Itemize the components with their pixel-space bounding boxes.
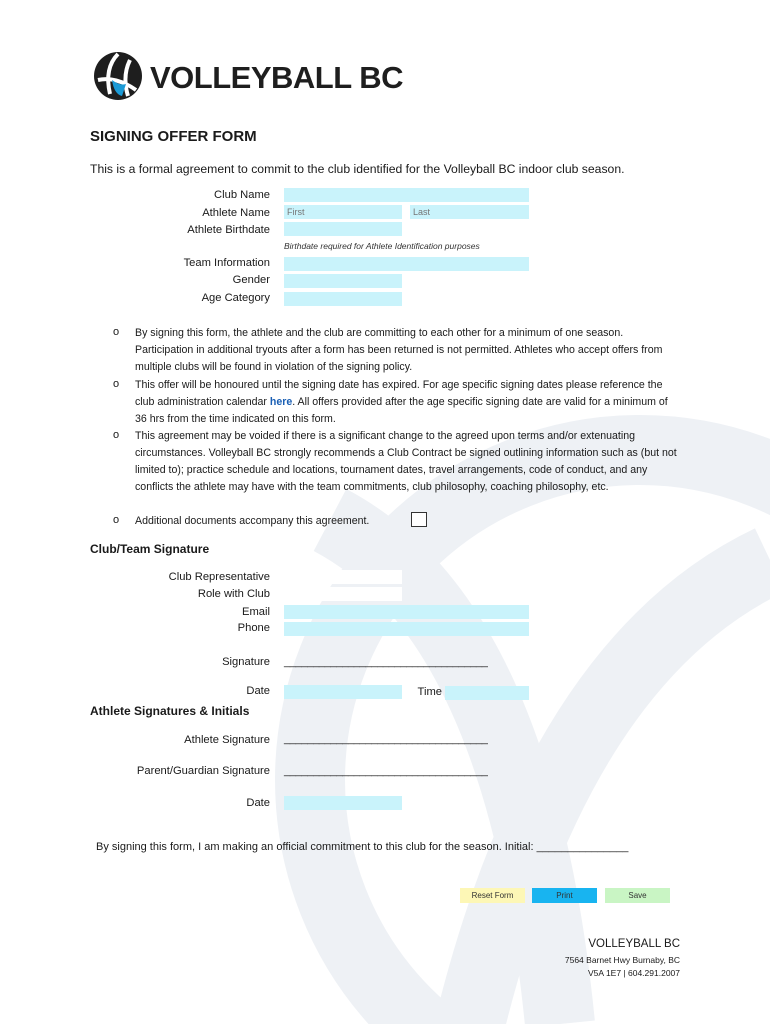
- age-category-input[interactable]: [284, 292, 402, 306]
- athlete-birthdate-input[interactable]: [284, 222, 402, 236]
- club-date-label: Date: [246, 685, 270, 697]
- athlete-date-input[interactable]: [284, 796, 402, 810]
- logo-wordmark: VOLLEYBALL BC: [150, 60, 403, 95]
- athlete-signature-label: Athlete Signature: [184, 734, 270, 746]
- term-item-2-text-end: . All offers provided after the age specific signing date are valid for a minimum of 36 hrs from the time indicated on this form.: [135, 396, 668, 425]
- role-with-club-label: Role with Club: [197, 588, 270, 600]
- team-information-label: Team Information: [183, 257, 270, 269]
- term-item-3: This agreement may be voided if there is a significant change to the agreed upon terms and/or extenuating circumstances. Volleyball BC strongly recommends a Club Contract be signed outlining information such as (but not limited to); practice schedule and locations, tournament dates, travel arrangements, code of conduct, and any conflicts the athlete may have with the team commitments, club philosophy, coaching philosophy, etc.: [135, 430, 677, 493]
- athlete-last-name-input[interactable]: [410, 205, 529, 219]
- bullet-icon: o: [113, 429, 120, 441]
- form-title: SIGNING OFFER FORM: [90, 128, 257, 145]
- parent-signature-line[interactable]: ___________________________________: [284, 765, 488, 777]
- age-category-label: Age Category: [201, 292, 270, 304]
- phone-label: Phone: [237, 622, 270, 634]
- form-intro: This is a formal agreement to commit to the club identified for the Volleyball BC indoor club season.: [90, 162, 625, 176]
- email-input[interactable]: [284, 605, 529, 619]
- athlete-signature-heading: Athlete Signatures & Initials: [90, 704, 250, 718]
- club-signature-heading: Club/Team Signature: [90, 542, 210, 556]
- bullet-icon: o: [113, 326, 120, 338]
- parent-signature-label: Parent/Guardian Signature: [136, 765, 270, 777]
- calendar-link[interactable]: here: [269, 396, 293, 408]
- time-input[interactable]: [445, 686, 529, 700]
- athlete-date-label: Date: [246, 797, 270, 809]
- reset-form-button[interactable]: Reset Form: [460, 888, 525, 903]
- phone-input[interactable]: [284, 622, 529, 636]
- footer-postal-phone: V5A 1E7 | 604.291.2007: [587, 968, 680, 978]
- gender-label: Gender: [232, 274, 270, 286]
- footer-address: 7564 Barnet Hwy Burnaby, BC: [564, 955, 680, 965]
- volleyball-bc-logo: [92, 50, 412, 108]
- footer-org-name: VOLLEYBALL BC: [588, 938, 680, 950]
- club-representative-label: Club Representative: [168, 571, 270, 583]
- club-signature-label: Signature: [222, 656, 270, 668]
- birthdate-note: Birthdate required for Athlete Identification purposes: [284, 241, 480, 251]
- athlete-birthdate-label: Athlete Birthdate: [187, 224, 270, 236]
- email-label: Email: [242, 606, 270, 618]
- commitment-statement: By signing this form, I am making an official commitment to this club for the season. Initial: _______________: [96, 841, 629, 853]
- club-name-label: Club Name: [214, 189, 270, 201]
- additional-documents-checkbox[interactable]: [411, 512, 427, 527]
- time-label: Time: [417, 686, 442, 698]
- volleyball-logo-icon: [92, 50, 144, 102]
- team-information-input[interactable]: [284, 257, 529, 271]
- save-button[interactable]: Save: [605, 888, 670, 903]
- print-button[interactable]: Print: [532, 888, 597, 903]
- club-name-input[interactable]: [284, 188, 529, 202]
- athlete-name-label: Athlete Name: [202, 207, 270, 219]
- gender-input[interactable]: [284, 274, 402, 288]
- term-item-2: [135, 377, 680, 428]
- term-item-4: Additional documents accompany this agreement.: [135, 515, 370, 527]
- club-signature-line[interactable]: ___________________________________: [284, 656, 488, 668]
- bullet-icon: o: [113, 514, 120, 526]
- role-with-club-input[interactable]: [284, 587, 402, 601]
- bullet-icon: o: [113, 378, 120, 390]
- term-item-1: By signing this form, the athlete and the club are committing to each other for a minimum of one season. Participation in additional tryouts after a form has been returned is not permitted. Athletes who accept offers from multiple clubs will be found in violation of the signing policy.: [135, 327, 663, 373]
- club-representative-input[interactable]: [284, 570, 402, 584]
- term-item-2-text: This offer will be honoured until the signing date has expired. For age specific signing dates please reference the club administration calendar: [135, 379, 663, 408]
- athlete-signature-line[interactable]: ___________________________________: [284, 733, 488, 745]
- athlete-first-name-input[interactable]: [284, 205, 402, 219]
